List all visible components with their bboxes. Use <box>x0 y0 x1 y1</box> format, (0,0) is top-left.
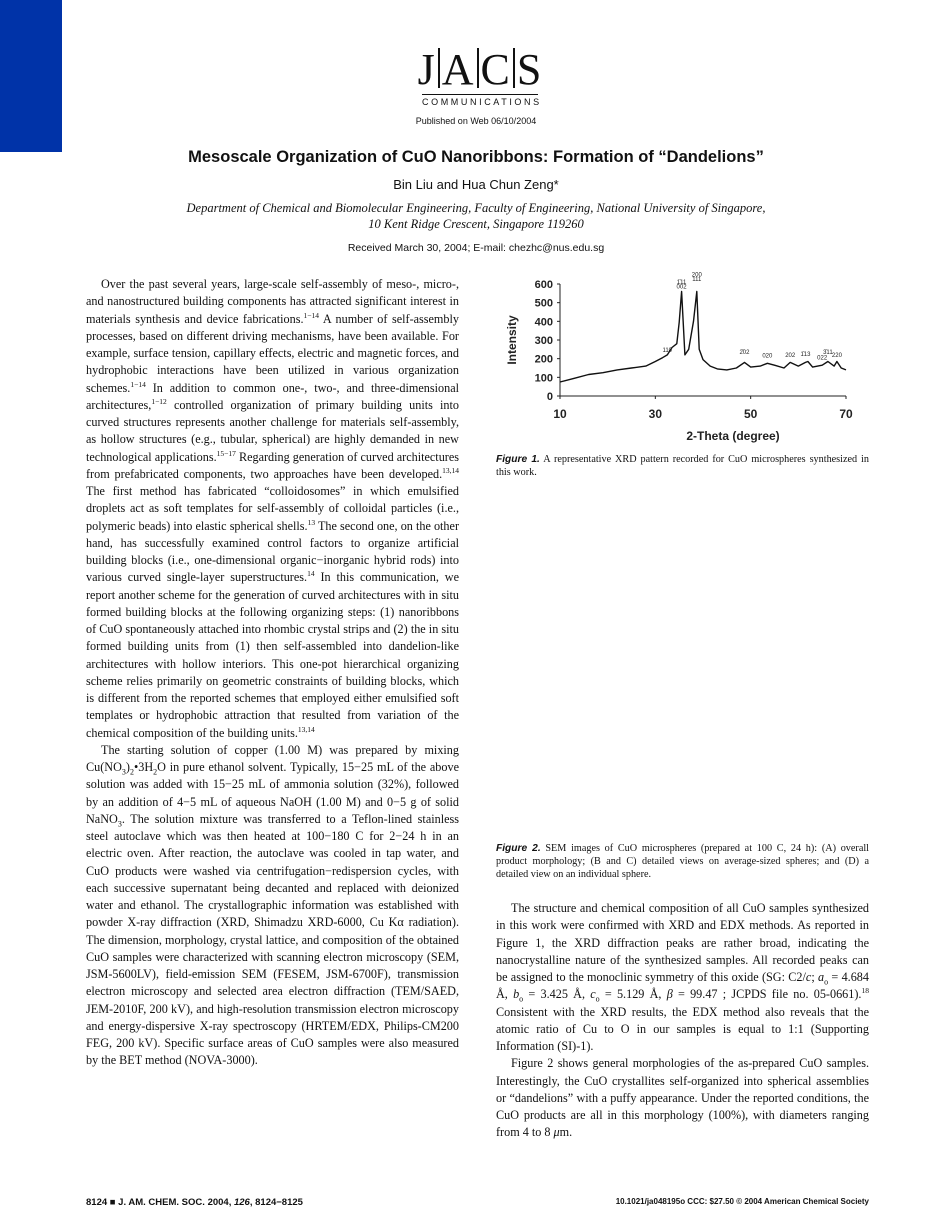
published-date: Published on Web 06/10/2004 <box>415 116 537 126</box>
peak-label: 020 <box>762 353 773 360</box>
x-tick-label: 70 <box>839 407 853 421</box>
y-tick-label: 0 <box>546 391 553 403</box>
peak-label: 3̄11 <box>823 350 833 356</box>
peak-label: 220 <box>831 352 842 359</box>
page-number: 8124 <box>86 1197 108 1208</box>
peak-label: 2̄02 <box>739 350 750 356</box>
peak-label: 200 <box>691 272 702 279</box>
figure-label: Figure 2. <box>496 843 541 854</box>
peak-label: 002 <box>676 284 687 291</box>
y-tick-label: 400 <box>534 316 553 329</box>
journal-logo <box>400 45 560 107</box>
peak-label: 1̄11 <box>676 280 687 286</box>
figure-label: Figure 1. <box>496 454 540 465</box>
y-tick-label: 200 <box>534 353 553 366</box>
xrd-chart <box>500 272 860 450</box>
logo-letter: S <box>516 45 543 94</box>
received-email[interactable]: Received March 30, 2004; E-mail: chezhc@nus.edu.sg <box>347 242 605 254</box>
body-paragraph: The structure and chemical composition of all CuO samples synthesized in this work were confirmed with XRD and EDX methods. As reported in Figure 1, the XRD diffraction peaks are rather broad, indicating the nanocrystalline nature of the synthesized samples. All recorded peaks can be assigned to the monoclinic symmetry of this oxide (SG: C2/c; $a_o = 4.684$ Å, $b_o = 3.425$ Å, $c_o = 5.129$ Å, β = 99.47 ; JCPDS file no. 05-0661).$^{18}$ Consistent with the XRD results, the EDX method also reveals that the atomic ratio of Cu to O in our samples is equal to 1:1 (Supporting Information (SI)-1). <box>496 901 869 1053</box>
peak-label: 022 <box>817 355 828 362</box>
peak-label: 110 <box>662 348 673 355</box>
peak-label: 202 <box>785 352 796 359</box>
y-tick-label: 600 <box>534 279 553 291</box>
y-tick-label: 300 <box>534 335 553 347</box>
y-tick-label: 100 <box>534 372 553 385</box>
x-tick-label: 50 <box>743 407 758 421</box>
left-column <box>86 276 459 1070</box>
body-paragraph: Over the past several years, large-scale self-assembly of meso-, micro-, and nanostructured building components has attracted significant interest in materials synthesis and device fabrications.$^{1-14}$ A number of self-assembly processes, based on different driving mechanisms, have been available. For example, surface tension, capillary effects, electric and magnetic forces, and hydrophobic interactions have been utilized in various organization schemes.$^{1-14}$ In addition to common one-, two-, and three-dimensional architectures,$^{1-12}$ controlled organization of primary building units into curved structures represents another challenge for materials self-assembly, as hollow structures (e.g., tubular, spherical) are highly demanded in new technological applications.$^{15-17}$ Regarding generation of curved architectures from prefabricated components, two approaches have been developed.$^{13,14}$ The first method has fabricated “colloidosomes” in which emulsified droplets act as soft templates for self-assembly of colloidal particles (i.e., polymeric beads) into elastic spherical shells.$^{13}$ The second one, on the other hand, has successfully examined control factors to organize artificial building blocks (i.e., one-dimensional organic−inorganic hybrid rods) into various curved single-layer superstructures.$^{14}$ In this communication, we report another scheme for the generation of curved architectures with in situ formed building blocks at the following organizing steps: (1) nanoribbons of CuO spontaneously attached into rhombic crystal strips and (2) the in situ formed building units from (1) then self-assembled into dandelion-like architectures with hollow interiors. This one-pot hierarchical organizing scheme relies primarily on geometric constraints of building blocks, which is different from the reported schemes that employed either emulsified soft templates or hydrophobic attraction that resulted from variation of the chemical composition of the building units.$^{13,14}$ <box>86 277 459 740</box>
logo-letter: J <box>417 45 436 94</box>
logo-letter: A <box>441 45 475 94</box>
y-tick-label: 500 <box>534 297 553 310</box>
article-authors: Bin Liu and Hua Chun Zeng* <box>393 177 559 192</box>
figure2-caption: Figure 2. SEM images of CuO microspheres (prepared at 100 C, 24 h): (A) overall product morphology; (B and C) detailed views on average-sized spheres; and (D) a detailed view on an individual sphere. <box>496 843 869 880</box>
footer-citation: 8124 ■ J. AM. CHEM. SOC. 2004, 126, 8124−8125 <box>86 1197 303 1208</box>
affiliation-line: Department of Chemical and Biomolecular Engineering, Faculty of Engineering, National University of Singapore, <box>186 201 766 215</box>
logo-letter: C <box>480 45 511 94</box>
body-paragraph: The starting solution of copper (1.00 M) was prepared by mixing $Cu(NO_3)_2•3H_2O$ in pure ethanol solvent. Typically, 15−25 mL of the above solution was added with 15−25 mL of ammonia solution (32%), followed by an addition of 4−5 mL of aqueous NaOH (1.00 M) and 0−5 g of solid NaNO$_3$. The solution mixture was transferred to a Teflon-lined stainless steel autoclave which was then heated at 100−180 C for 2−24 h in an electric oven. After reaction, the autoclave was cooled in tap water, and CuO products were washed via centrifugation−redispersion cycles, with each successive supernatant being decanted and replaced with deionized water and ethanol. The crystallographic information was established with powder X-ray diffraction (XRD, Shimadzu XRD-6000, Cu Kα radiation). The dimension, morphology, crystal lattice, and composition of the obtained CuO samples were characterized with scanning electron microscopy (SEM, JSM-5600LV), field-emission SEM (FESEM, JSM-6700F), transmission electron microscopy and selected area electron diffraction (TEM/SAED, JEM-2010F, 200 kV), and high-resolution transmission electron microscopy and energy-dispersive X-ray spectroscopy (HRTEM/EDX, Philips-CM200 FEG, 200 kV). Specific surface areas of CuO samples were also measured by the BET method (NOVA-3000). <box>86 742 459 1068</box>
article-title: Mesoscale Organization of CuO Nanoribbons: Formation of “Dandelions” <box>188 148 764 166</box>
right-column <box>496 900 869 1142</box>
affiliation <box>0 200 952 232</box>
x-tick-label: 30 <box>648 407 663 421</box>
y-axis-label: Intensity <box>505 315 519 365</box>
x-tick-label: 10 <box>553 407 567 421</box>
peak-label: 1̄13 <box>800 351 811 358</box>
body-paragraph: Figure 2 shows general morphologies of the as-prepared CuO samples. Interestingly, the CuO crystallites self-organized into spherical assemblies or “dandelions” with a puffy appearance. Under the reported conditions, the CuO products are all in this morphology (100%), with diameters ranging from 4 to 8 μm. <box>496 1056 869 1140</box>
figure1-caption: Figure 1. A representative XRD pattern recorded for CuO microspheres synthesized in this work. <box>496 454 869 478</box>
journal-color-bar <box>0 0 62 152</box>
footer-doi[interactable]: 10.1021/ja048195o CCC: $27.50 © 2004 American Chemical Society <box>615 1197 869 1206</box>
affiliation-line: 10 Kent Ridge Crescent, Singapore 119260 <box>368 217 584 231</box>
x-axis-label: 2-Theta (degree) <box>686 429 780 443</box>
xrd-pattern-line <box>560 292 846 383</box>
logo-subtitle: COMMUNICATIONS <box>422 94 538 107</box>
peak-label: 111 <box>692 277 702 284</box>
